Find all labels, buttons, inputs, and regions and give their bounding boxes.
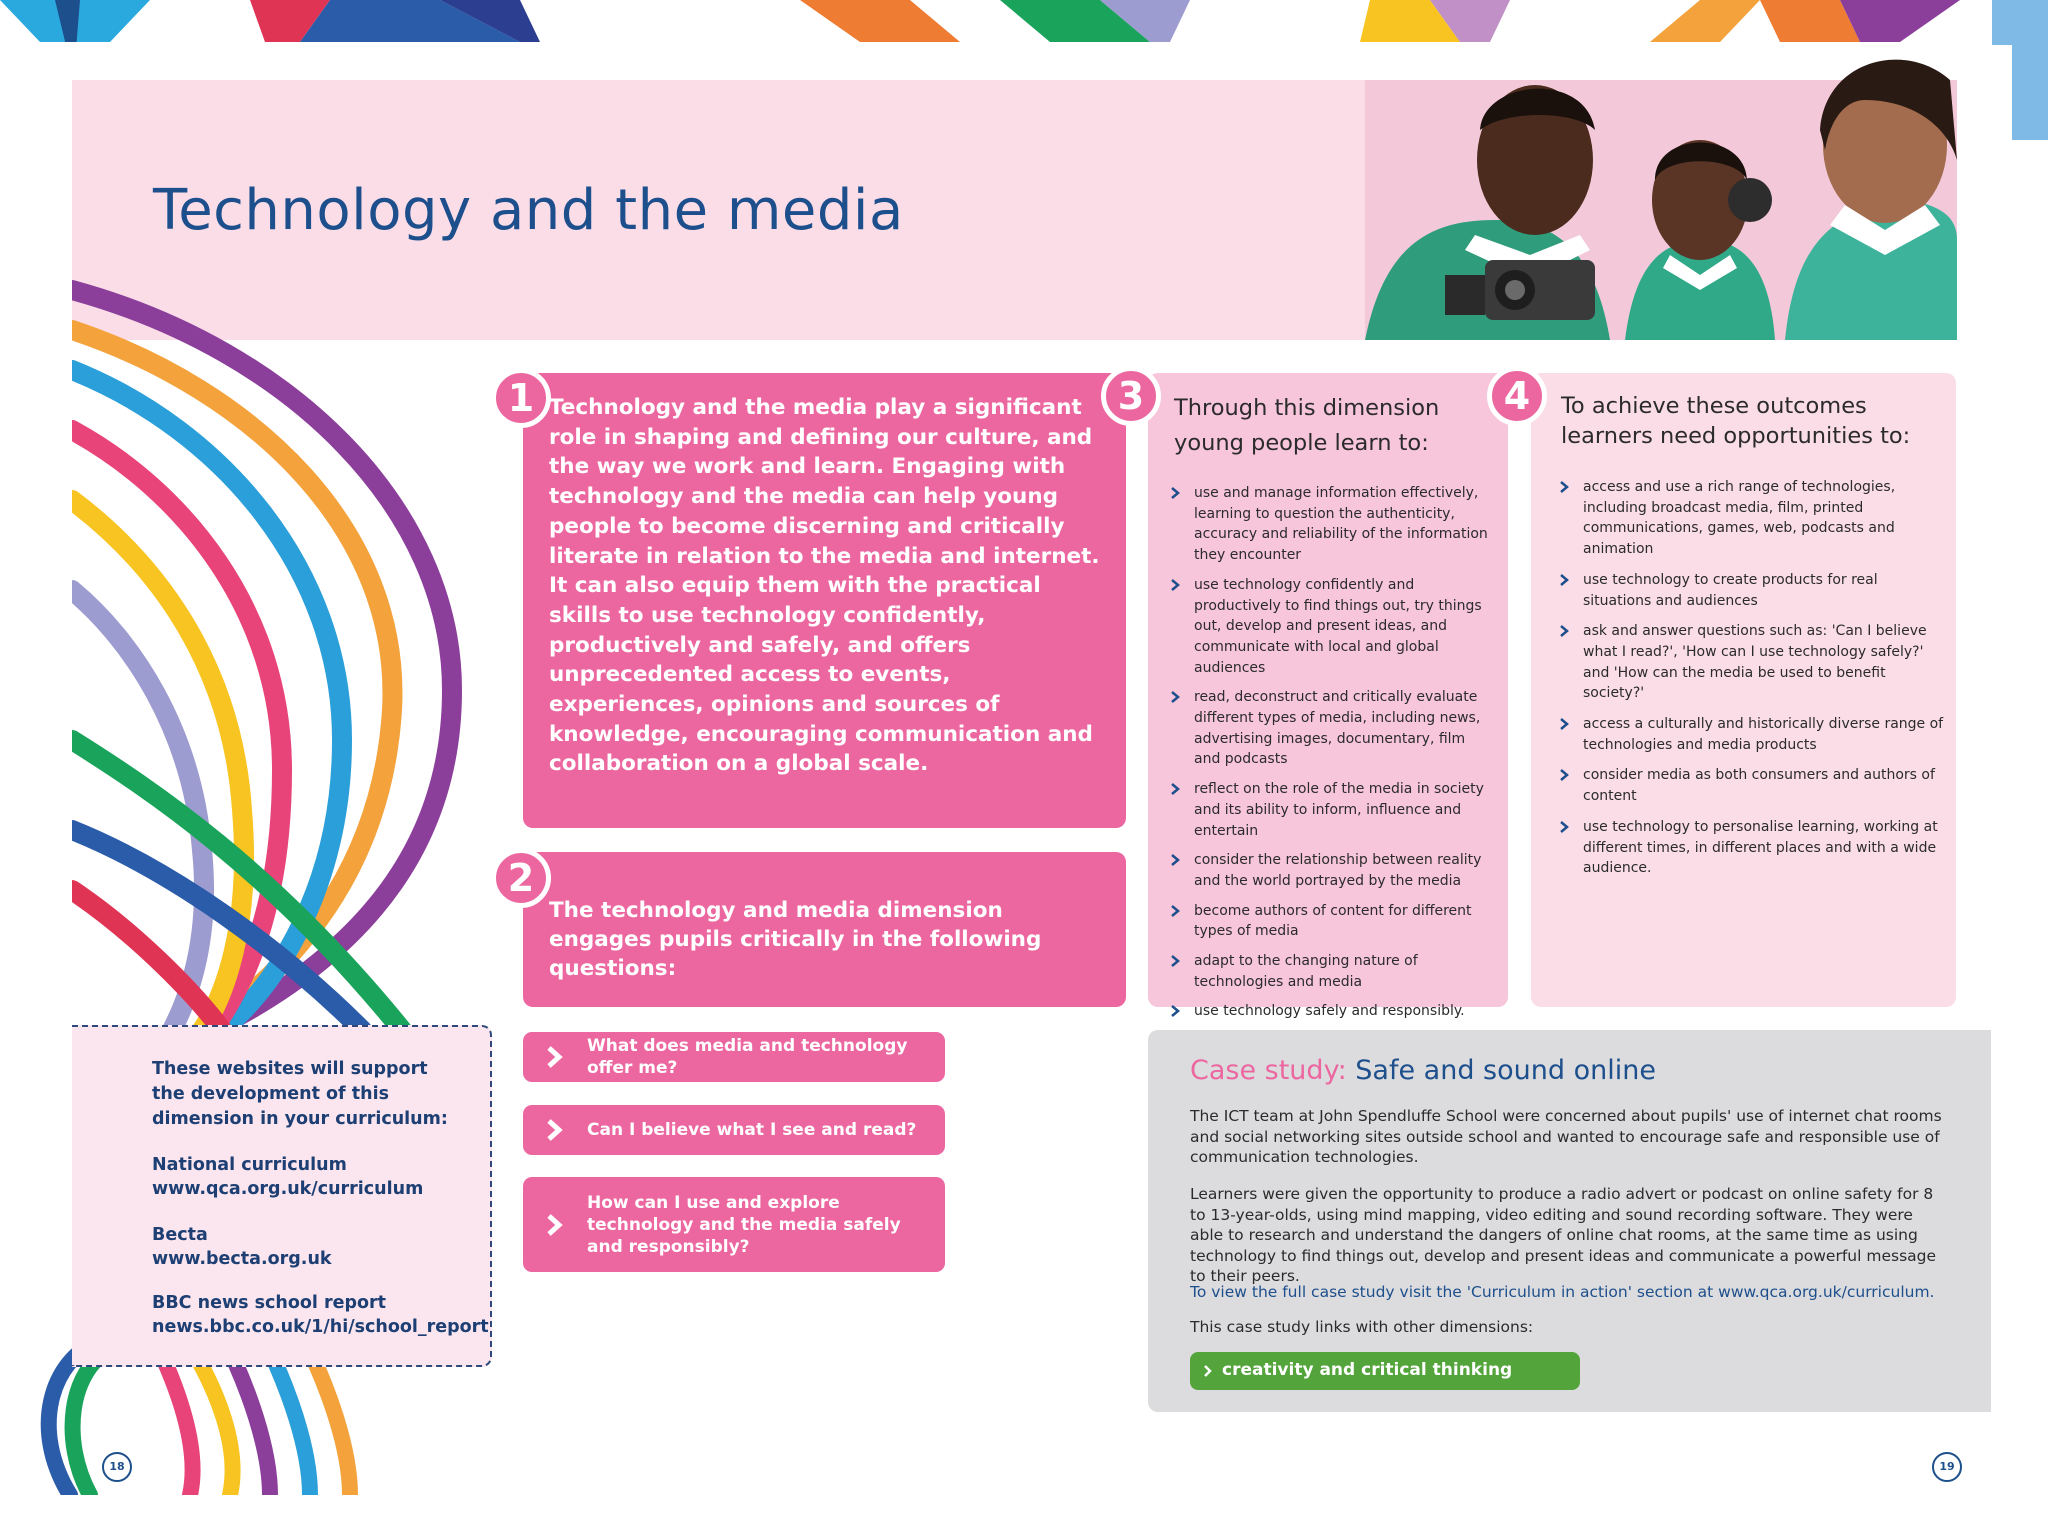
case-study-label: Case study: bbox=[1190, 1055, 1347, 1086]
websites-intro: These websites will support the development of this dimension in your curriculum: bbox=[152, 1059, 448, 1129]
page-title: Technology and the media bbox=[153, 178, 904, 243]
section-4-number: 4 bbox=[1487, 366, 1547, 426]
section-3-heading: Through this dimension young people learn to: bbox=[1174, 395, 1440, 456]
page-number-left: 18 bbox=[102, 1452, 132, 1482]
websites-box bbox=[72, 1025, 492, 1367]
dimension-link-label: creativity and critical thinking bbox=[1222, 1360, 1513, 1380]
section-3-box bbox=[1148, 373, 1508, 1020]
arrow-right-icon bbox=[1170, 487, 1180, 499]
website-link-2[interactable]: www.becta.org.uk bbox=[152, 1249, 332, 1269]
section-3-number: 3 bbox=[1101, 366, 1161, 426]
page-number-right: 19 bbox=[1932, 1452, 1962, 1482]
website-name-1: National curriculum bbox=[152, 1155, 347, 1175]
section-3-list bbox=[1170, 483, 1490, 1031]
case-study-title bbox=[1190, 1055, 1656, 1086]
list-item: consider the relationship between reality and the world portrayed by the media bbox=[1170, 850, 1490, 891]
section-4-list bbox=[1559, 477, 1944, 889]
arrow-right-icon bbox=[1170, 579, 1180, 591]
case-study-link-text[interactable]: To view the full case study visit the 'Curriculum in action' section at www.qca.org.uk/curriculum. bbox=[1190, 1283, 1935, 1301]
list-item: use technology to create products for real situations and audiences bbox=[1559, 570, 1944, 611]
list-item: use technology confidently and productively to find things out, try things out, develop and present ideas, and communicate with local and global audiences bbox=[1170, 575, 1490, 679]
arrow-right-icon bbox=[1170, 854, 1180, 866]
chevron-right-icon bbox=[1204, 1365, 1212, 1377]
case-study-heading: Safe and sound online bbox=[1355, 1055, 1656, 1086]
list-item: use technology to personalise learning, working at different times, in different places and with a wide audience. bbox=[1559, 817, 1944, 879]
arrow-right-icon bbox=[1559, 718, 1569, 730]
section-2-text: The technology and media dimension engages pupils critically in the following questions: bbox=[549, 898, 1042, 981]
case-study-paragraph-2: Learners were given the opportunity to produce a radio advert or podcast on online safety for 8 to 13-year-olds, using mind mapping, video editing and sound recording software. They were able to research and understand the dangers of online chat rooms, at the same time as using technology to find things out, develop and present ideas and communicate a powerful message to their peers. bbox=[1190, 1185, 1937, 1286]
section-1-number: 1 bbox=[491, 368, 551, 428]
dimension-link-button[interactable] bbox=[1190, 1352, 1580, 1390]
case-study-paragraph-1: The ICT team at John Spendluffe School were concerned about pupils' use of internet chat rooms and social networking sites outside school and wanted to encourage safe and responsible use of communication technologies. bbox=[1190, 1107, 1942, 1167]
decorative-swirls bbox=[72, 270, 522, 1030]
list-item: use technology safely and responsibly. bbox=[1170, 1001, 1490, 1022]
question-button-2[interactable] bbox=[523, 1105, 945, 1155]
website-name-3: BBC news school report bbox=[152, 1293, 387, 1313]
website-name-2: Becta bbox=[152, 1225, 208, 1245]
arrow-right-icon bbox=[1170, 955, 1180, 967]
arrow-right-icon bbox=[1559, 625, 1569, 637]
question-button-3[interactable] bbox=[523, 1177, 945, 1272]
students-photo bbox=[1365, 40, 1957, 340]
arrow-right-icon bbox=[1559, 574, 1569, 586]
section-4-box bbox=[1531, 373, 1956, 1007]
list-item: reflect on the role of the media in society and its ability to inform, influence and entertain bbox=[1170, 779, 1490, 841]
question-1-label: What does media and technology offer me? bbox=[587, 1036, 908, 1078]
website-link-1[interactable]: www.qca.org.uk/curriculum bbox=[152, 1179, 424, 1199]
arrow-right-icon bbox=[1170, 783, 1180, 795]
arrow-right-icon bbox=[1559, 769, 1569, 781]
question-button-1[interactable] bbox=[523, 1032, 945, 1082]
question-3-label: How can I use and explore technology and the media safely and responsibly? bbox=[587, 1192, 901, 1257]
arrow-right-icon bbox=[1559, 481, 1569, 493]
arrow-right-icon bbox=[1170, 691, 1180, 703]
list-item: use and manage information effectively, learning to question the authenticity, accuracy and reliability of the information they encounter bbox=[1170, 483, 1490, 566]
arrow-right-icon bbox=[1559, 821, 1569, 833]
list-item: consider media as both consumers and authors of content bbox=[1559, 765, 1944, 806]
section-1-text: Technology and the media play a significant role in shaping and defining our culture, and the way we work and learn. Engaging with technology and the media can help young people to become discerning and critically literate in relation to the media and internet. It can also equip them with the practical skills to use technology confidently, productively and safely, and offers unprecedented access to events, experiences, opinions and sources of knowledge, encouraging communication and collaboration on a global scale. bbox=[549, 395, 1100, 777]
list-item: access and use a rich range of technologies, including broadcast media, film, printed communications, games, web, podcasts and animation bbox=[1559, 477, 1944, 560]
chevron-right-icon bbox=[543, 1046, 565, 1068]
list-item: ask and answer questions such as: 'Can I believe what I read?', 'How can I use technology safely?' and 'How can the media be used to benefit society?' bbox=[1559, 621, 1944, 704]
section-1-intro-box bbox=[523, 373, 1126, 828]
chevron-right-icon bbox=[543, 1214, 565, 1236]
arrow-right-icon bbox=[1170, 1005, 1180, 1017]
question-2-label: Can I believe what I see and read? bbox=[587, 1120, 917, 1140]
list-item: access a culturally and historically diverse range of technologies and media products bbox=[1559, 714, 1944, 755]
right-edge-decoration bbox=[1992, 0, 2048, 140]
list-item: become authors of content for different types of media bbox=[1170, 901, 1490, 942]
list-item: adapt to the changing nature of technologies and media bbox=[1170, 951, 1490, 992]
top-decorative-stripe bbox=[0, 0, 2048, 42]
chevron-right-icon bbox=[543, 1119, 565, 1141]
section-4-heading: To achieve these outcomes learners need opportunities to: bbox=[1561, 393, 1911, 449]
case-study-paragraph-4: This case study links with other dimensions: bbox=[1190, 1318, 1534, 1336]
section-2-box bbox=[523, 852, 1126, 1007]
section-2-number: 2 bbox=[491, 848, 551, 908]
arrow-right-icon bbox=[1170, 905, 1180, 917]
website-link-3[interactable]: news.bbc.co.uk/1/hi/school_report bbox=[152, 1317, 489, 1337]
list-item: read, deconstruct and critically evaluate different types of media, including news, advertising images, documentary, film and podcasts bbox=[1170, 687, 1490, 770]
